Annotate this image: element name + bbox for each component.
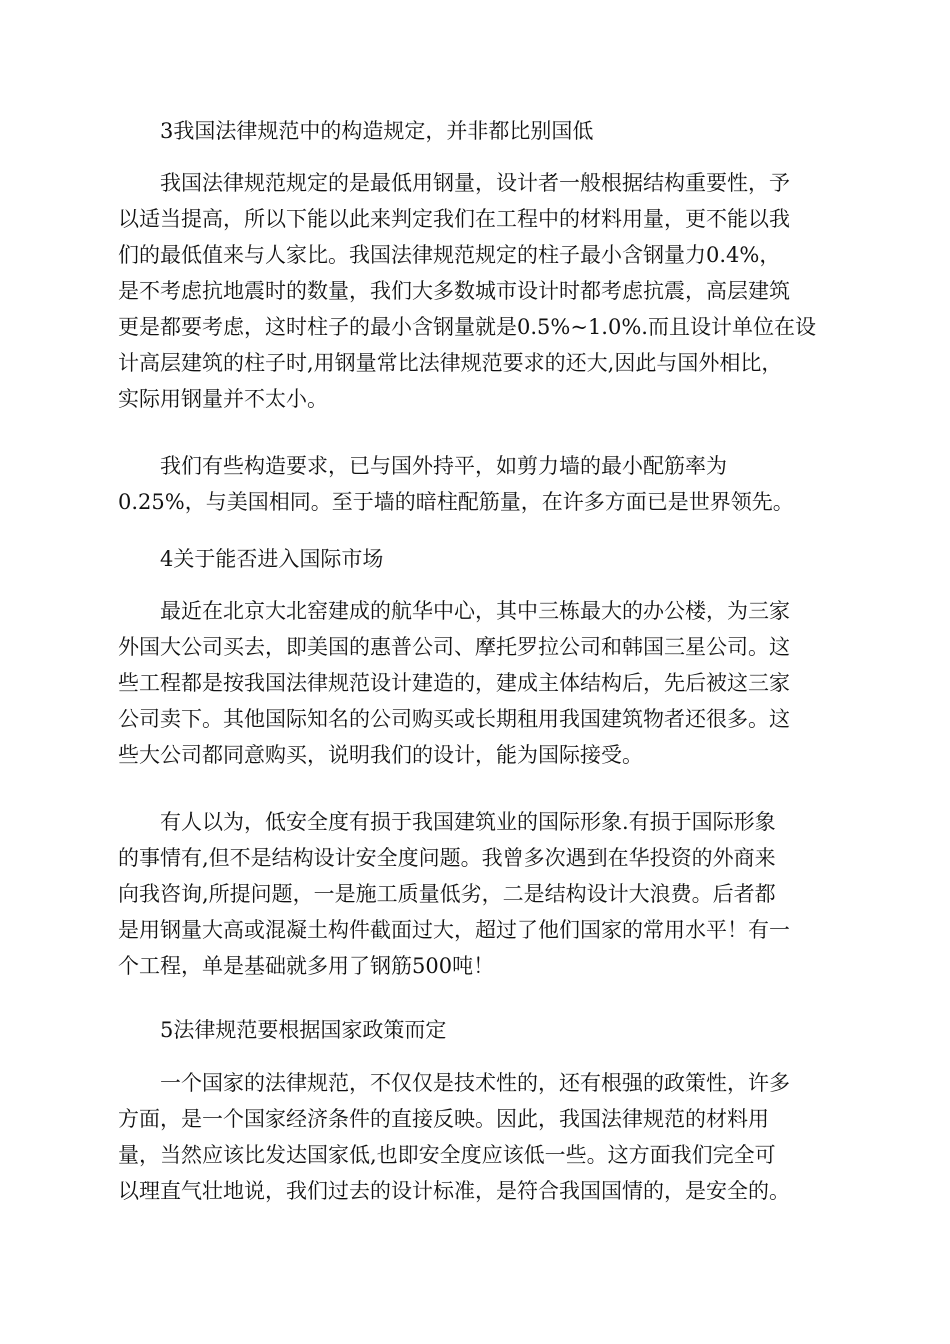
paragraph-line: 些工程都是按我国法律规范设计建造的，建成主体结构后，先后被这三家 xyxy=(118,671,790,695)
paragraph-line: 是不考虑抗地震时的数量，我们大多数城市设计时都考虑抗震，高层建筑 xyxy=(118,279,790,303)
heading-text: 5法律规范要根据国家政策而定 xyxy=(160,1018,447,1042)
section-5-paragraph-1 xyxy=(118,1065,838,1209)
heading-text: 3我国法律规范中的构造规定，并非都比别国低 xyxy=(160,119,594,143)
section-4-heading xyxy=(118,541,838,577)
paragraph-line: 实际用钢量并不太小。 xyxy=(118,387,328,411)
paragraph-line: 公司卖下。其他国际知名的公司购买或长期租用我国建筑物者还很多。这 xyxy=(118,707,790,731)
paragraph-line: 我国法律规范规定的是最低用钢量，设计者一般根据结构重要性，予 xyxy=(160,171,790,195)
section-4-paragraph-2 xyxy=(118,804,838,984)
paragraph-line: 们的最低值来与人家比。我国法律规范规定的柱子最小含钢量力0.4%， xyxy=(118,243,781,267)
paragraph-line: 以适当提高，所以下能以此来判定我们在工程中的材料用量，更不能以我 xyxy=(118,207,790,231)
paragraph-line: 最近在北京大北窑建成的航华中心，其中三栋最大的办公楼，为三家 xyxy=(160,599,790,623)
paragraph-line: 有人以为，低安全度有损于我国建筑业的国际形象.有损于国际形象 xyxy=(160,810,776,834)
paragraph-line: 量，当然应该比发达国家低,也即安全度应该低一些。这方面我们完全可 xyxy=(118,1143,776,1167)
section-4-paragraph-1 xyxy=(118,593,838,773)
paragraph-line: 个工程，单是基础就多用了钢筋500吨！ xyxy=(118,954,495,978)
paragraph-line: 是用钢量大高或混凝土构件截面过大，超过了他们国家的常用水平！有一 xyxy=(118,918,790,942)
paragraph-line: 外国大公司买去，即美国的惠普公司、摩托罗拉公司和韩国三星公司。这 xyxy=(118,635,790,659)
paragraph-line: 一个国家的法律规范，不仅仅是技术性的，还有根强的政策性，许多 xyxy=(160,1071,790,1095)
paragraph-line: 向我咨询,所提问题，一是施工质量低劣，二是结构设计大浪费。后者都 xyxy=(118,882,776,906)
heading-text: 4关于能否进入国际市场 xyxy=(160,547,384,571)
paragraph-line: 我们有些构造要求，已与国外持平，如剪力墙的最小配筋率为 xyxy=(160,454,727,478)
section-5-heading xyxy=(118,1012,838,1048)
paragraph-line: 更是都要考虑，这时柱子的最小含钢量就是0.5%~1.0%.而且设计单位在设 xyxy=(118,315,816,339)
section-3-paragraph-1 xyxy=(118,165,838,417)
paragraph-line: 计高层建筑的柱子时,用钢量常比法律规范要求的还大,因此与国外相比， xyxy=(118,351,783,375)
section-3-heading xyxy=(118,113,838,149)
paragraph-line: 方面，是一个国家经济条件的直接反映。因此，我国法律规范的材料用 xyxy=(118,1107,769,1131)
section-3-paragraph-2 xyxy=(118,448,838,520)
paragraph-line: 以理直气壮地说，我们过去的设计标准，是符合我国国情的，是安全的。 xyxy=(118,1179,790,1203)
paragraph-line: 0.25%，与美国相同。至于墙的暗柱配筋量，在许多方面已是世界领先。 xyxy=(118,490,794,514)
paragraph-line: 些大公司都同意购买，说明我们的设计，能为国际接受。 xyxy=(118,743,643,767)
paragraph-line: 的事情有,但不是结构设计安全度问题。我曾多次遇到在华投资的外商来 xyxy=(118,846,776,870)
